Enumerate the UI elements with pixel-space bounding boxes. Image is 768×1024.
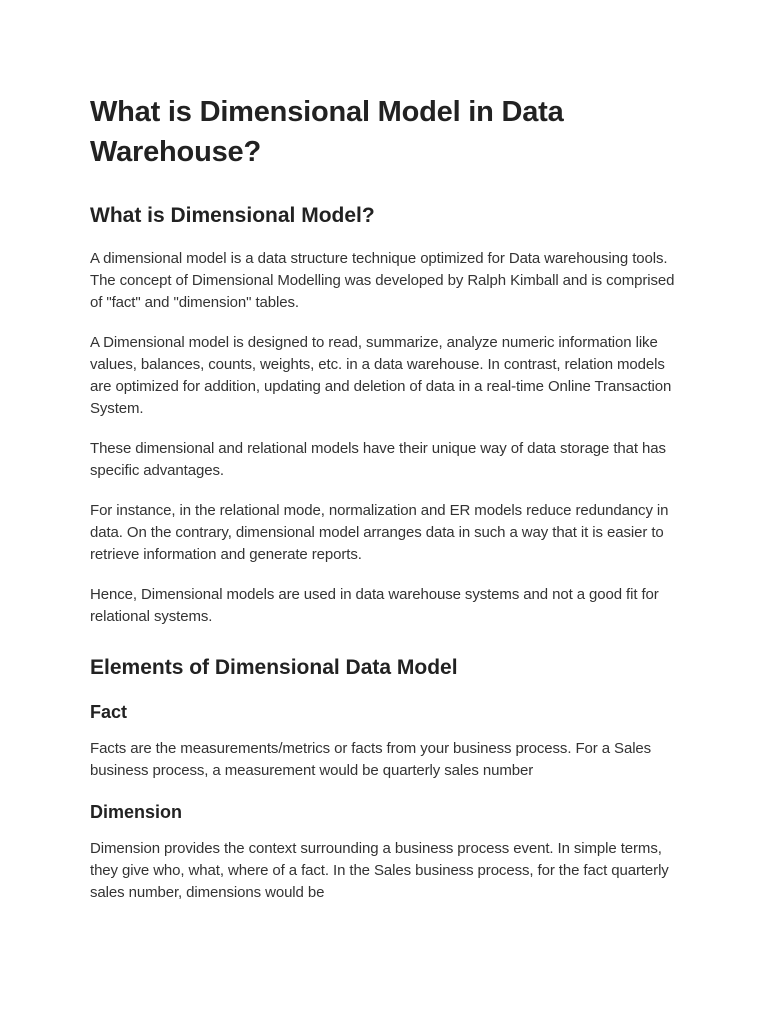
paragraph-instance: For instance, in the relational mode, normalization and ER models reduce redundancy in data. On the contrary, dimensional model arranges data in such a way that it is easier to retrieve information and generate reports. bbox=[90, 502, 669, 563]
document-page bbox=[90, 92, 680, 922]
section-heading-what-is-dimensional-model: What is Dimensional Model? bbox=[90, 204, 375, 227]
paragraph-fact: Facts are the measurements/metrics or facts from your business process. For a Sales business process, a measurement would be quarterly sales number bbox=[90, 740, 652, 779]
subheading-fact: Fact bbox=[90, 702, 128, 722]
section-heading-elements: Elements of Dimensional Data Model bbox=[90, 656, 458, 679]
paragraph-purpose: A Dimensional model is designed to read, summarize, analyze numeric information like values, balances, counts, weights, etc. in a data warehouse. In contrast, relation models are optimized for addition, updating and deletion of data in a real-time Online Transaction System. bbox=[90, 334, 672, 417]
subheading-dimension: Dimension bbox=[90, 802, 183, 822]
paragraph-dimension: Dimension provides the context surrounding a business process event. In simple terms, they give who, what, where of a fact. In the Sales business process, for the fact quarterly sales number, dimensions would be bbox=[90, 840, 669, 901]
paragraph-storage: These dimensional and relational models have their unique way of data storage that has specific advantages. bbox=[90, 440, 666, 479]
paragraph-definition: A dimensional model is a data structure technique optimized for Data warehousing tools. The concept of Dimensional Modelling was developed by Ralph Kimball and is comprised of "fact" and "dimension" tables. bbox=[90, 250, 675, 311]
paragraph-conclusion: Hence, Dimensional models are used in data warehouse systems and not a good fit for relational systems. bbox=[90, 586, 659, 625]
page-title: What is Dimensional Model in Data Warehouse? bbox=[90, 96, 564, 168]
